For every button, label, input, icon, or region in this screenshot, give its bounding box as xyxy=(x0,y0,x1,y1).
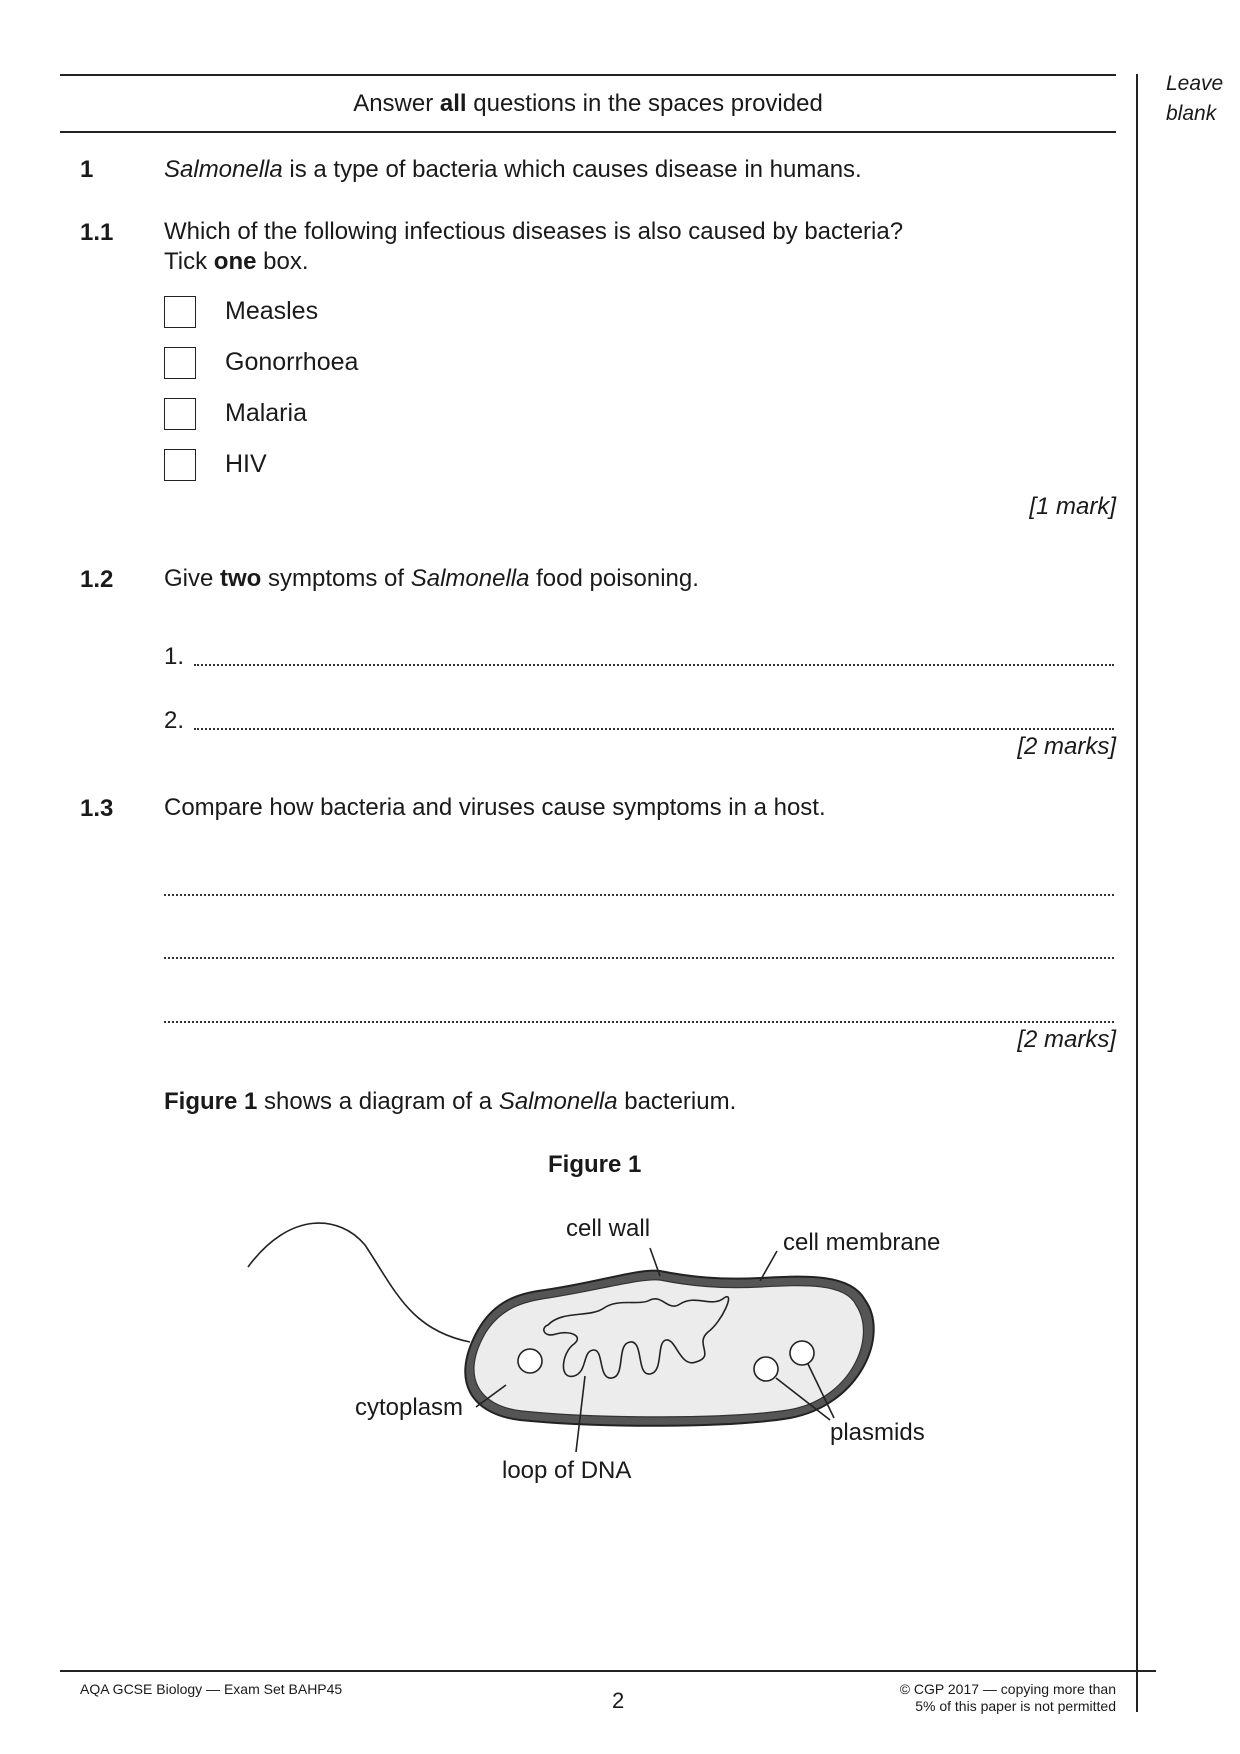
answer-label-2: 2. xyxy=(164,707,185,734)
footer-right-line-1: © CGP 2017 — copying more than xyxy=(899,1681,1116,1697)
header-bold: all xyxy=(439,90,467,117)
plasmid-mid xyxy=(754,1357,778,1381)
option-malaria: Malaria xyxy=(225,399,307,427)
header-post: questions in the spaces provided xyxy=(466,90,823,117)
figure-intro-italic: Salmonella xyxy=(498,1088,618,1115)
q1-2-pre: Give xyxy=(164,565,221,592)
header-pre: Answer xyxy=(353,90,440,117)
q1-3-marks: [2 marks] xyxy=(1017,1026,1116,1053)
label-plasmids: plasmids xyxy=(830,1419,925,1446)
option-hiv: HIV xyxy=(225,450,267,478)
tick-bold: one xyxy=(213,248,257,275)
q1-3-number: 1.3 xyxy=(80,795,114,822)
label-cell-membrane: cell membrane xyxy=(783,1229,941,1256)
footer-right-line-2: 5% of this paper is not permitted xyxy=(915,1698,1116,1714)
tick-post: box. xyxy=(256,248,309,275)
q1-1-marks: [1 mark] xyxy=(1029,493,1116,520)
q1-number: 1 xyxy=(80,156,94,183)
q1-1-number: 1.1 xyxy=(80,219,114,246)
q1-2-mid: symptoms of xyxy=(261,565,411,592)
q1-2-bold: two xyxy=(220,565,262,592)
page-number: 2 xyxy=(612,1688,625,1713)
figure-intro-post: bacterium. xyxy=(617,1088,737,1115)
q1-3-text: Compare how bacteria and viruses cause symptoms in a host. xyxy=(164,794,826,821)
plasmid-left xyxy=(518,1349,542,1373)
leave-blank-line-2: blank xyxy=(1166,102,1217,125)
figure-title: Figure 1 xyxy=(548,1151,642,1178)
leave-blank-line-1: Leave xyxy=(1166,72,1224,95)
q1-2-italic: Salmonella xyxy=(410,565,530,592)
label-cell-wall: cell wall xyxy=(566,1215,651,1242)
label-cytoplasm: cytoplasm xyxy=(355,1394,464,1421)
flagellum xyxy=(248,1223,470,1342)
q1-intro-italic: Salmonella xyxy=(164,156,283,183)
label-loop-of-dna: loop of DNA xyxy=(502,1457,632,1484)
plasmid-right xyxy=(790,1341,814,1365)
q1-2-marks: [2 marks] xyxy=(1017,733,1116,760)
footer-left: AQA GCSE Biology — Exam Set BAHP45 xyxy=(80,1681,343,1697)
figure-intro-mid: shows a diagram of a xyxy=(257,1088,499,1115)
answer-label-1: 1. xyxy=(164,643,185,670)
q1-2-post: food poisoning. xyxy=(529,565,699,592)
footer-right xyxy=(800,1681,1116,1715)
option-gonorrhoea: Gonorrhoea xyxy=(225,348,359,376)
q1-2-number: 1.2 xyxy=(80,566,114,593)
q1-1-text: Which of the following infectious diseases is also caused by bacteria? xyxy=(164,218,904,245)
option-measles: Measles xyxy=(225,297,319,325)
tick-pre: Tick xyxy=(164,248,214,275)
figure-intro-bold: Figure 1 xyxy=(164,1088,258,1115)
q1-intro-rest: is a type of bacteria which causes disease in humans. xyxy=(282,156,862,183)
